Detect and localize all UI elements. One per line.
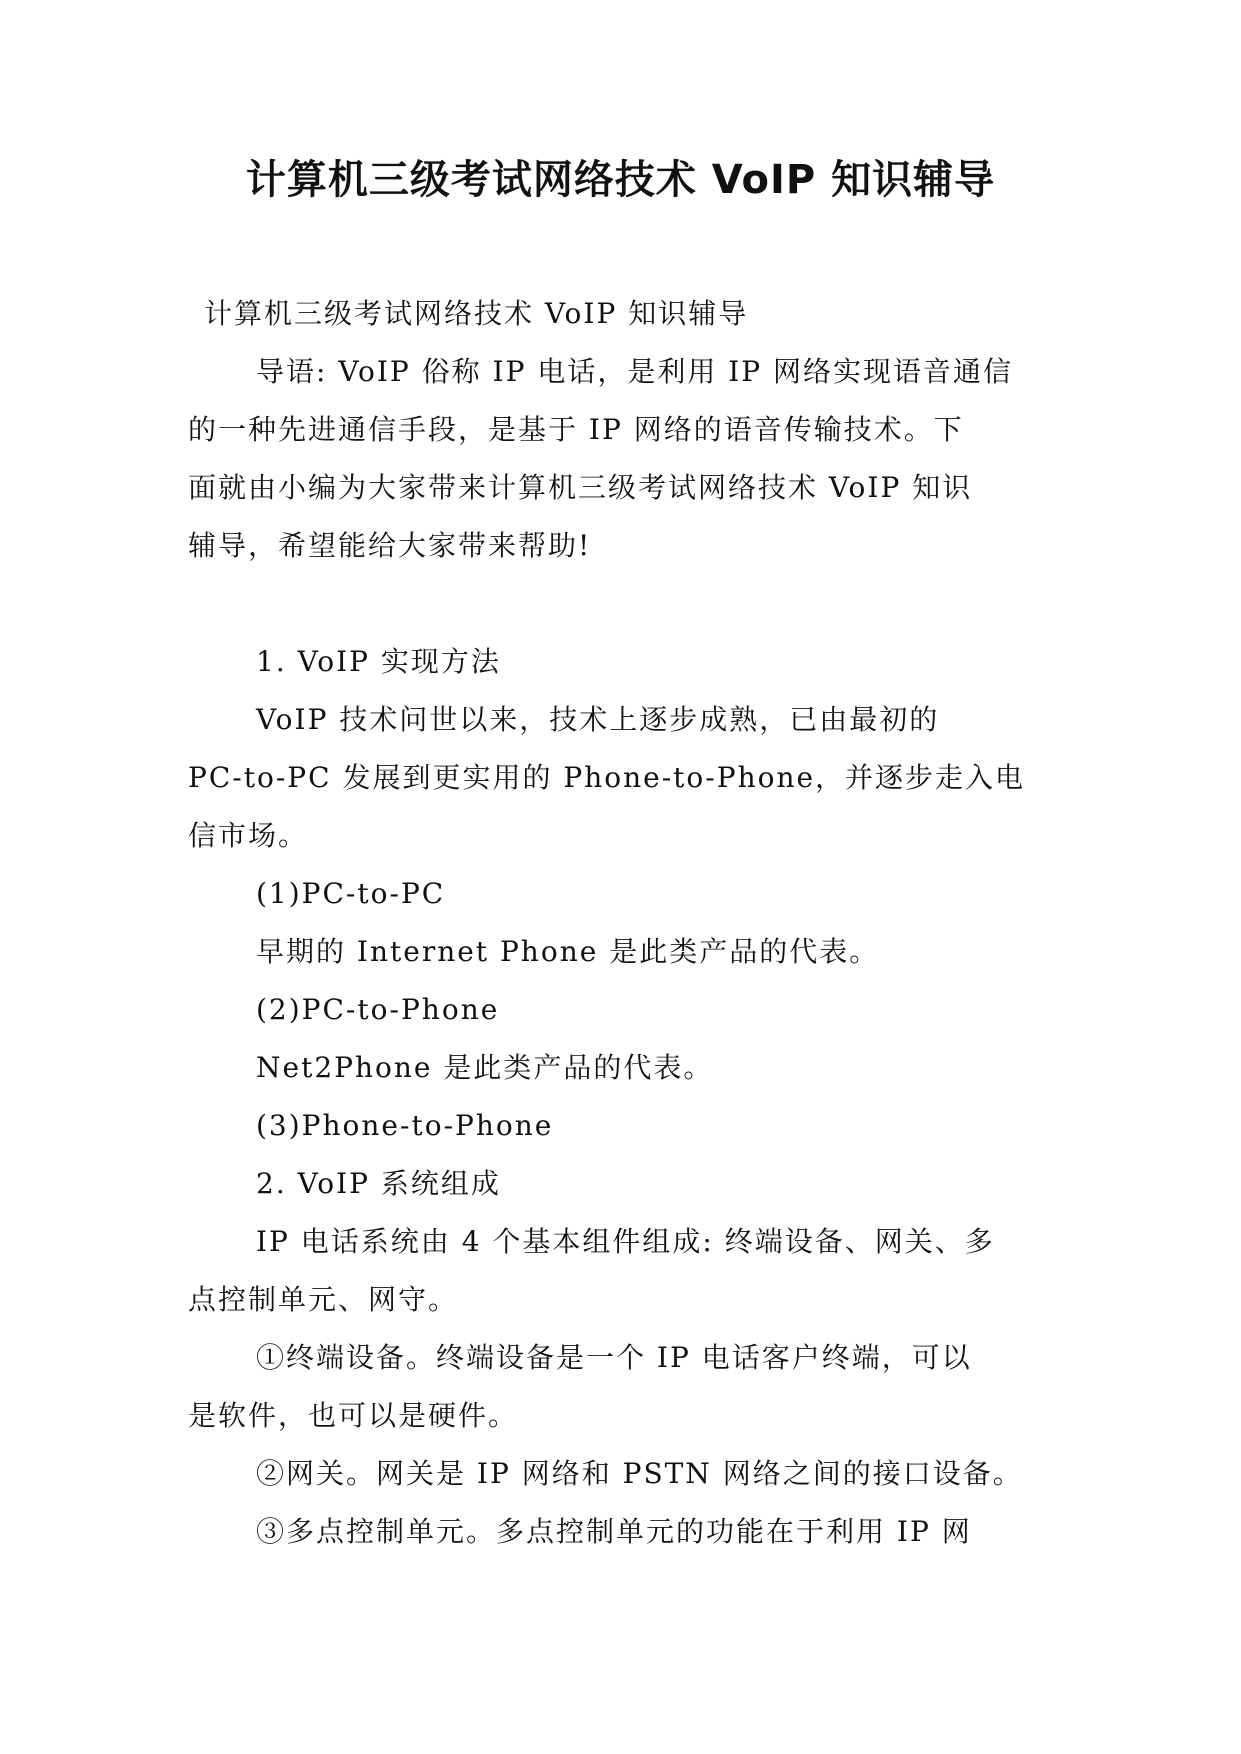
paragraph-line: ①终端设备。终端设备是一个 IP 电话客户终端，可以 bbox=[256, 1341, 972, 1374]
paragraph-line: 点控制单元、网守。 bbox=[188, 1283, 459, 1316]
paragraph-line: 面就由小编为大家带来计算机三级考试网络技术 VoIP 知识 bbox=[188, 471, 973, 504]
paragraph-line: ②网关。网关是 IP 网络和 PSTN 网络之间的接口设备。 bbox=[256, 1457, 1023, 1490]
list-item-heading: (3)Phone-to-Phone bbox=[256, 1109, 554, 1142]
subtitle-line: 计算机三级考试网络技术 VoIP 知识辅导 bbox=[204, 297, 749, 330]
paragraph-line: 导语: VoIP 俗称 IP 电话，是利用 IP 网络实现语音通信 bbox=[256, 355, 1014, 388]
paragraph-line: Net2Phone 是此类产品的代表。 bbox=[256, 1051, 714, 1084]
section-heading: 1. VoIP 实现方法 bbox=[256, 645, 501, 678]
document-title: 计算机三级考试网络技术 VoIP 知识辅导 bbox=[245, 157, 996, 203]
list-item-heading: (2)PC-to-Phone bbox=[256, 993, 500, 1026]
paragraph-gap bbox=[188, 575, 1048, 633]
section-heading: 2. VoIP 系统组成 bbox=[256, 1167, 501, 1200]
paragraph-line: ③多点控制单元。多点控制单元的功能在于利用 IP 网 bbox=[256, 1515, 972, 1548]
paragraph-line: 的一种先进通信手段，是基于 IP 网络的语音传输技术。下 bbox=[188, 413, 964, 446]
paragraph-line: VoIP 技术问世以来，技术上逐步成熟，已由最初的 bbox=[256, 703, 940, 736]
paragraph-line: 是软件，也可以是硬件。 bbox=[188, 1399, 519, 1432]
list-item-heading: (1)PC-to-PC bbox=[256, 877, 446, 910]
paragraph-line: 辅导，希望能给大家带来帮助! bbox=[188, 529, 592, 562]
paragraph-line: IP 电话系统由 4 个基本组件组成: 终端设备、网关、多 bbox=[256, 1225, 995, 1258]
paragraph-line: 早期的 Internet Phone 是此类产品的代表。 bbox=[256, 935, 880, 968]
paragraph-line: PC-to-PC 发展到更实用的 Phone-to-Phone，并逐步走入电 bbox=[188, 761, 1026, 794]
paragraph-line: 信市场。 bbox=[188, 819, 309, 852]
document-body bbox=[188, 285, 1048, 1561]
